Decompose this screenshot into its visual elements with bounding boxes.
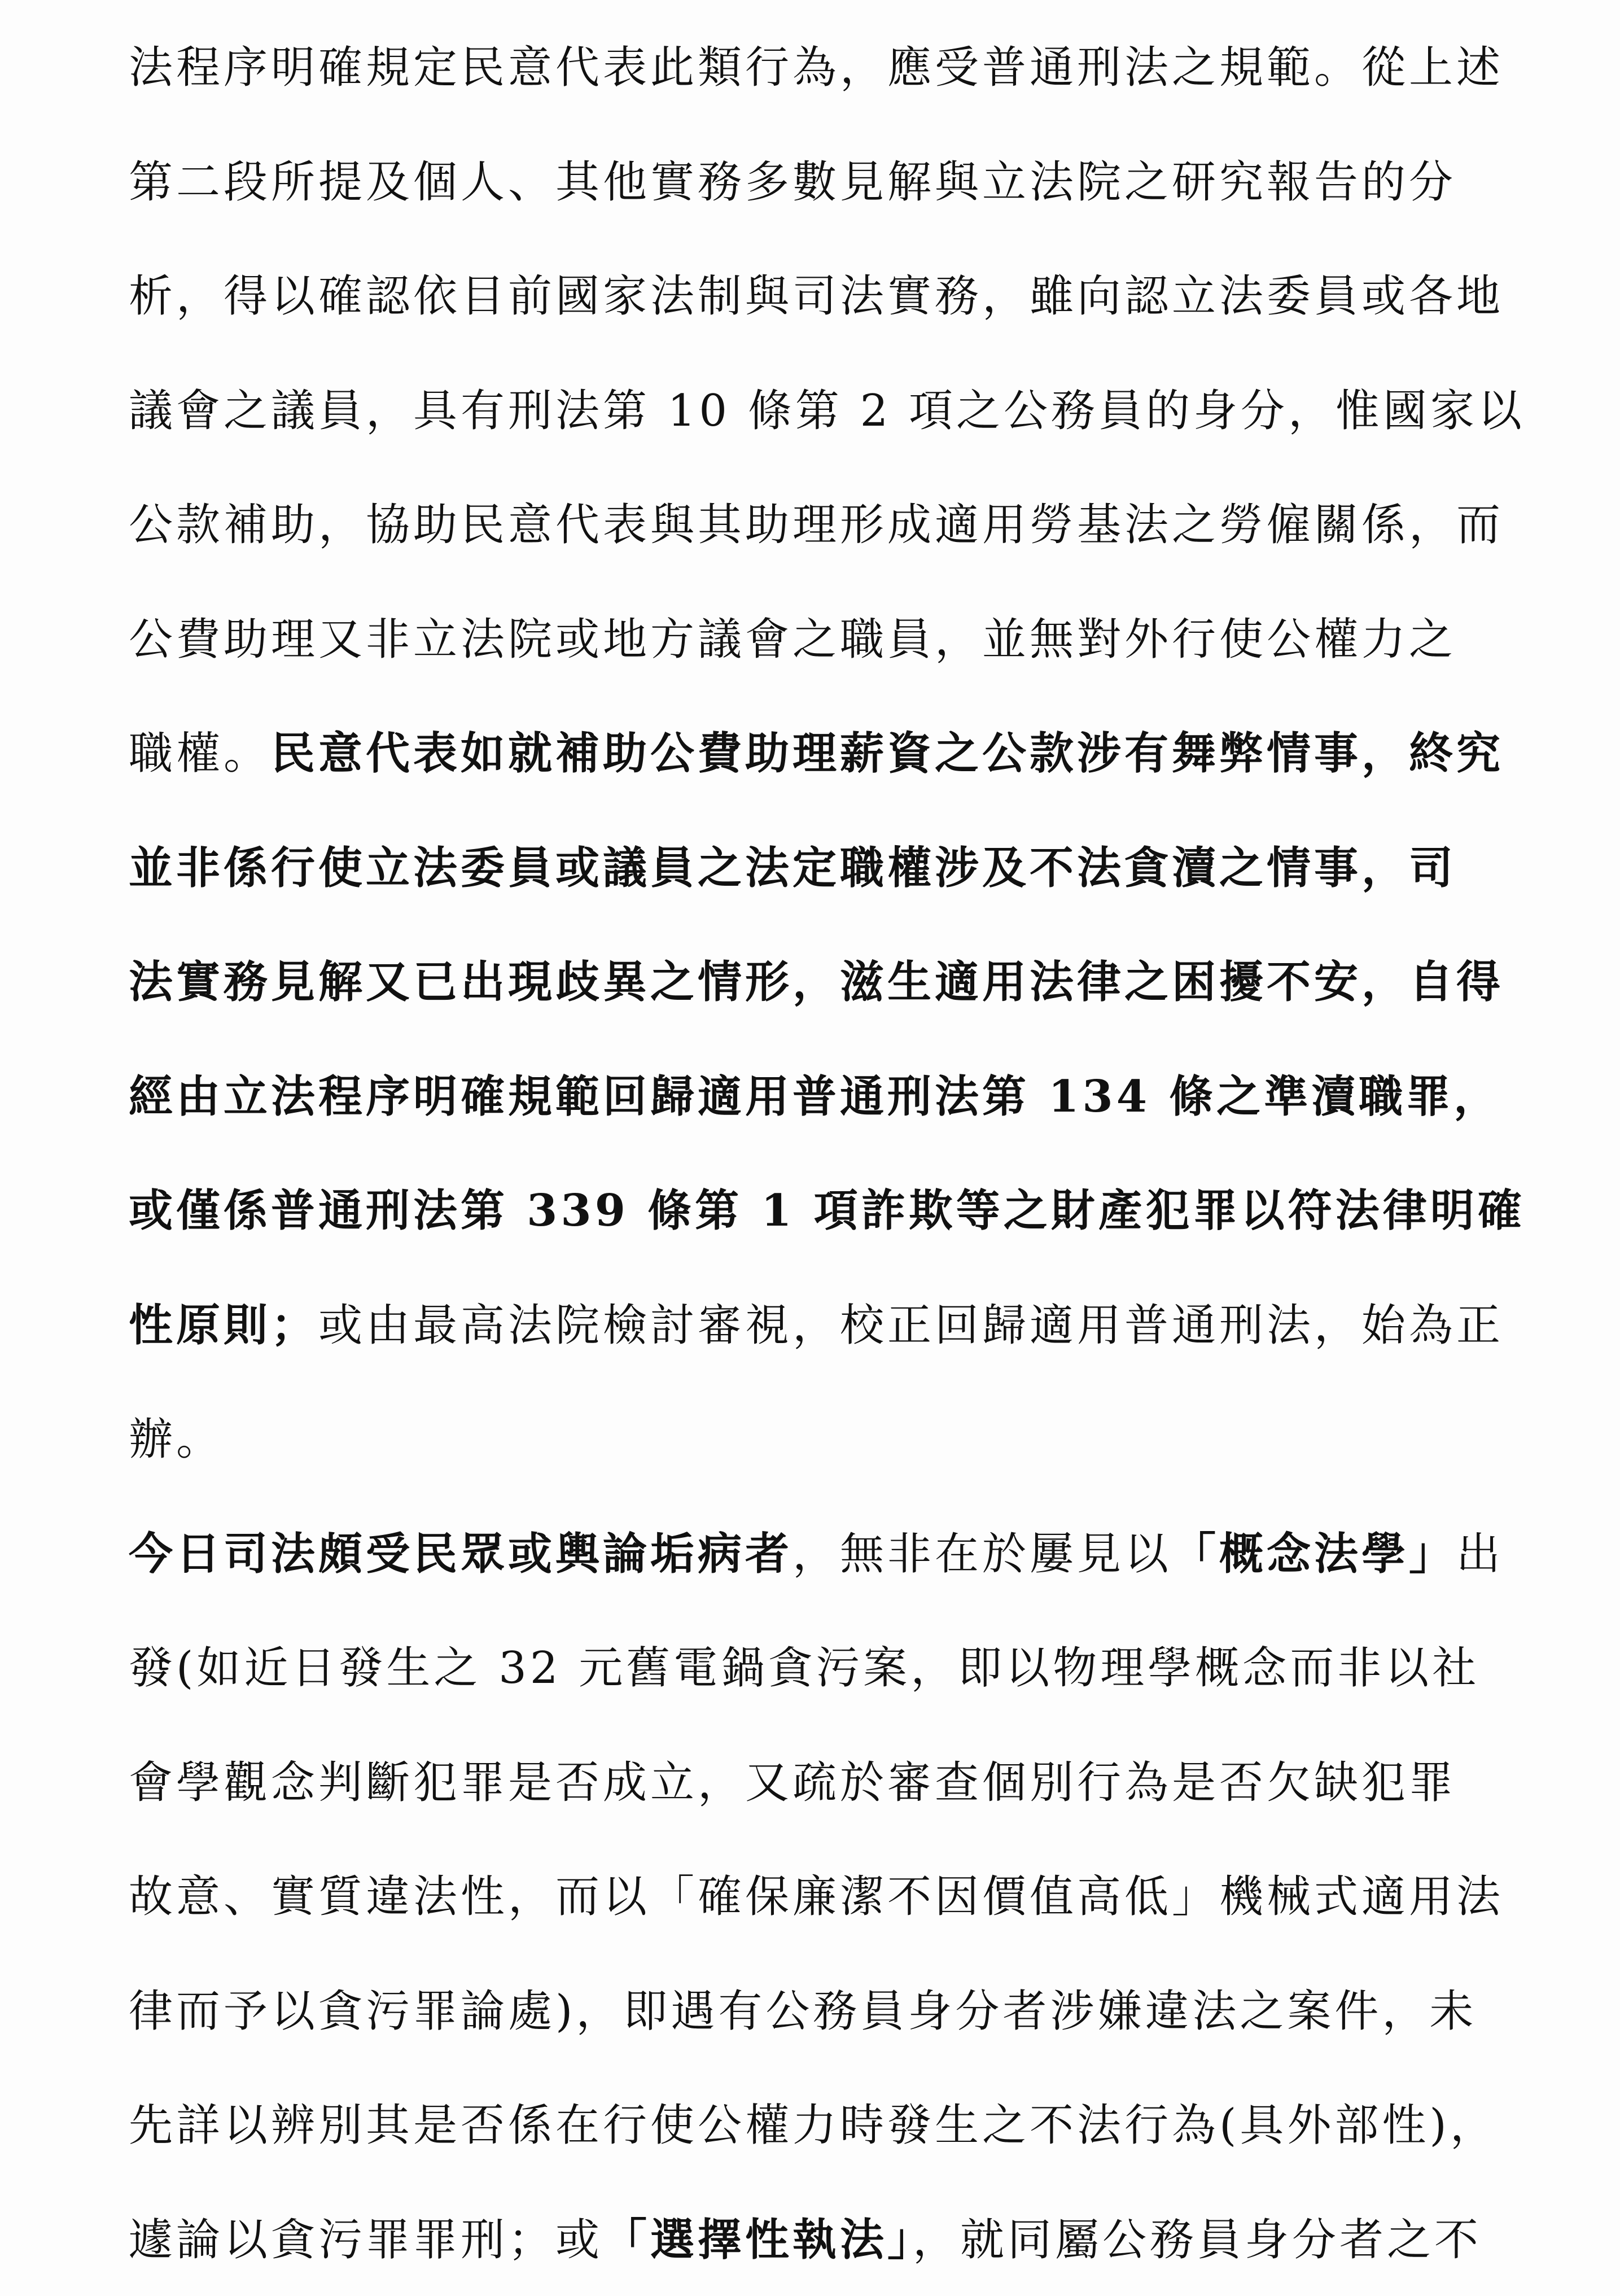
text-line bbox=[129, 603, 1540, 676]
text-segment: 辦。 bbox=[129, 1414, 224, 1465]
text-line bbox=[129, 946, 1540, 1019]
text-segment: 公款補助，協助民意代表與其助理形成適用勞基法之勞僱關係，而 bbox=[129, 500, 1504, 550]
bold-text-segment: 民意代表如就補助公費助理薪資之公款涉有舞弊情事，終究 bbox=[271, 728, 1504, 779]
text-segment: 或由最高法院檢討審視，校正回歸適用普通刑法，始為正 bbox=[318, 1300, 1504, 1351]
text-line bbox=[129, 1403, 1540, 1476]
bold-text-segment: 「選擇性執法」 bbox=[603, 2214, 913, 2266]
bold-text-segment: 經由立法程序明確規範回歸適用普通刑法第 134 條之準瀆職罪， bbox=[129, 1071, 1501, 1122]
text-segment: 律而予以貪污罪論處)，即遇有公務員身分者涉嫌違法之案件，未 bbox=[129, 1986, 1477, 2037]
text-segment: 故意、實質違法性，而以「確保廉潔不因價值高低」機械式適用法 bbox=[129, 1871, 1504, 1922]
text-segment: ，就同屬公務員身分者之不 bbox=[913, 2215, 1482, 2266]
text-segment: 職權。 bbox=[129, 728, 272, 779]
text-segment: 會學觀念判斷犯罪是否成立，又疏於審查個別行為是否欠缺犯罪 bbox=[129, 1757, 1457, 1808]
text-segment: 公費助理又非立法院或地方議會之職員，並無對外行使公權力之 bbox=[129, 614, 1457, 665]
bold-text-segment: 並非係行使立法委員或議員之法定職權涉及不法貪瀆之情事，司 bbox=[129, 842, 1457, 894]
text-segment: 出 bbox=[1456, 1529, 1504, 1580]
text-segment: 議會之議員，具有刑法第 10 條第 2 項之公務員的身分，惟國家以 bbox=[129, 386, 1526, 436]
bold-text-segment: 或僅係普通刑法第 339 條第 1 項詐欺等之財產犯罪以符法律明確 bbox=[129, 1185, 1525, 1236]
text-line bbox=[129, 488, 1540, 562]
text-segment: 先詳以辨別其是否係在行使公權力時發生之不法行為(具外部性)， bbox=[129, 2100, 1498, 2151]
bold-text-segment: 「概念法學」 bbox=[1172, 1528, 1457, 1580]
text-line bbox=[129, 1060, 1540, 1134]
text-line bbox=[129, 2089, 1540, 2162]
text-line bbox=[129, 1632, 1540, 1705]
text-segment: 析，得以確認依目前國家法制與司法實務，雖向認立法委員或各地 bbox=[129, 271, 1504, 322]
text-line bbox=[129, 1975, 1540, 2048]
text-line bbox=[129, 1860, 1540, 1934]
text-line bbox=[129, 832, 1540, 905]
text-line bbox=[129, 717, 1540, 790]
text-segment: 法程序明確規定民意代表此類行為，應受普通刑法之規範。從上述 bbox=[129, 42, 1504, 93]
text-line bbox=[129, 146, 1540, 219]
text-line bbox=[129, 1746, 1540, 1820]
bold-text-segment: 今日司法頗受民眾或輿論垢病者 bbox=[129, 1528, 793, 1580]
text-line bbox=[129, 31, 1540, 104]
text-line bbox=[129, 374, 1540, 448]
text-line bbox=[129, 260, 1540, 333]
text-segment: ，無非在於屢見以 bbox=[793, 1529, 1172, 1580]
text-line bbox=[129, 2203, 1540, 2277]
bold-text-segment: 法實務見解又已出現歧異之情形，滋生適用法律之困擾不安，自得 bbox=[129, 956, 1504, 1008]
bold-text-segment: 性原則； bbox=[129, 1300, 319, 1351]
text-line bbox=[129, 1289, 1540, 1362]
text-line bbox=[129, 1174, 1540, 1248]
text-segment: 第二段所提及個人、其他實務多數見解與立法院之研究報告的分 bbox=[129, 157, 1457, 208]
text-segment: 遽論以貪污罪罪刑；或 bbox=[129, 2215, 603, 2266]
text-segment: 發(如近日發生之 32 元舊電鍋貪污案，即以物理學概念而非以社 bbox=[129, 1643, 1480, 1694]
text-line bbox=[129, 1517, 1540, 1591]
